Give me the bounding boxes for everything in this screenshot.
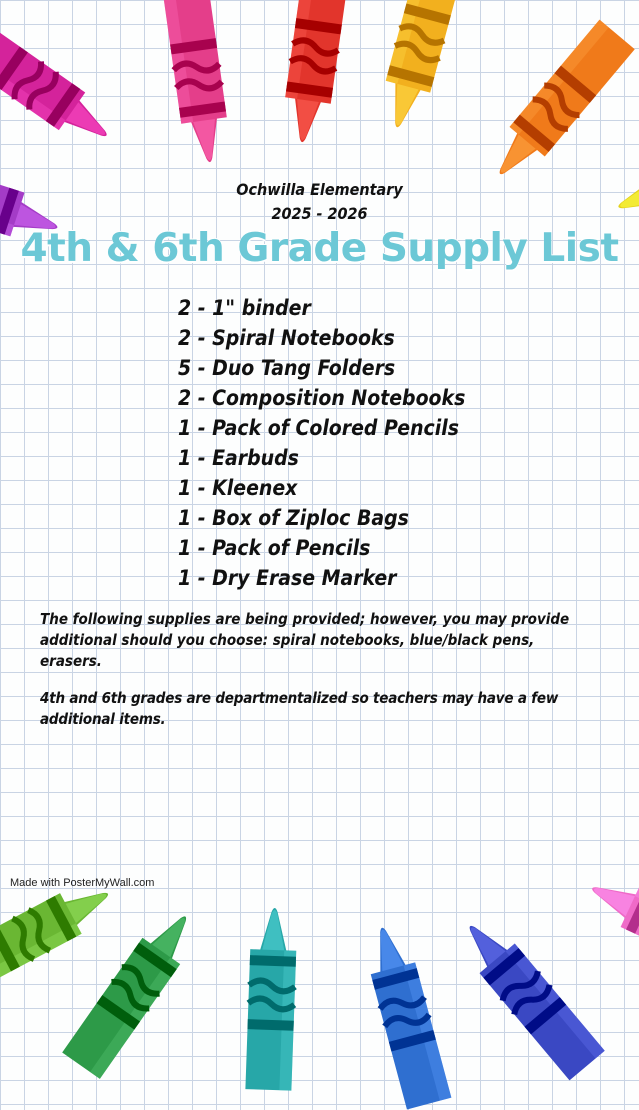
supply-item: 1 - Box of Ziploc Bags [178,506,409,530]
crayon-red-icon [276,0,352,153]
watermark-footer: Made with PosterMyWall.com [10,877,155,889]
page-title: 4th & 6th Grade Supply List [20,226,619,271]
supply-item: 1 - Pack of Pencils [178,536,371,560]
supply-item: 5 - Duo Tang Folders [178,356,396,380]
supply-item: 1 - Dry Erase Marker [178,566,397,590]
crayon-blue-icon [356,914,453,1110]
supply-item: 2 - Composition Notebooks [178,386,466,410]
crayon-pink-icon [160,0,236,173]
crayon-yellow-orange-icon [371,0,468,141]
supply-item: 1 - Kleenex [178,476,298,500]
provided-supplies-note: The following supplies are being provided; however, you may provide additional should you choose: spiral notebooks, blue/black pens, erasers. [40,610,570,670]
school-name: Ochwilla Elementary [236,180,403,199]
crayon-teal-icon [243,899,300,1091]
school-header [0,178,639,226]
crayon-orange-icon [476,18,636,196]
supply-item: 1 - Earbuds [178,446,299,470]
crayon-magenta-icon [0,11,127,161]
crayon-light-pink-icon [574,862,639,988]
departmentalized-note: 4th and 6th grades are departmentalized so teachers may have a few additional items. [40,689,559,728]
school-year: 2025 - 2026 [271,204,368,223]
supply-item: 2 - Spiral Notebooks [178,326,395,350]
supply-list [178,293,465,593]
crayon-navy-icon [446,904,606,1082]
supply-item: 2 - 1" binder [178,296,311,320]
supply-item: 1 - Pack of Colored Pencils [178,416,459,440]
